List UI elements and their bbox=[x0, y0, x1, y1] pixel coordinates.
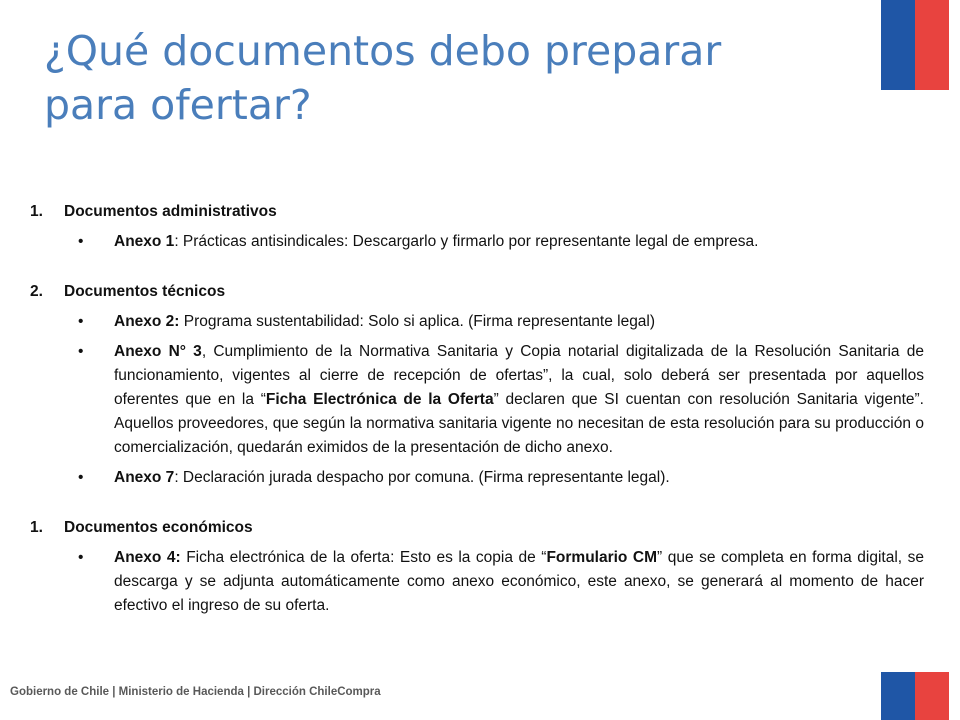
slide-title-line2: para ofertar? bbox=[44, 81, 312, 129]
section-number: 1. bbox=[30, 519, 43, 536]
item-body: : Prácticas antisindicales: Descargarlo y firmarlo por representante legal de empresa. bbox=[174, 233, 759, 250]
section-administrativos bbox=[30, 200, 924, 224]
list-item bbox=[78, 340, 924, 460]
section-number: 1. bbox=[30, 203, 43, 220]
item-body: Programa sustentabilidad: Solo si aplica. (Firma representante legal) bbox=[179, 313, 656, 330]
section-economicos bbox=[30, 516, 924, 540]
bullet-icon: • bbox=[78, 313, 84, 330]
slide-content bbox=[30, 200, 924, 618]
section-title: Documentos técnicos bbox=[64, 283, 226, 300]
item-body: : Declaración jurada despacho por comuna. (Firma representante legal). bbox=[174, 469, 670, 486]
item-bold-phrase: Formulario CM bbox=[546, 549, 658, 566]
flag-red-stripe bbox=[915, 672, 949, 720]
bullet-icon: • bbox=[78, 233, 84, 250]
bullet-icon: • bbox=[78, 469, 84, 486]
item-body-cont: ” que se completa en forma digital, se descarga y se adjunta automáticamente como anexo económico, este anexo, se generará al momento de hacer efectivo el ingreso de su oferta. bbox=[114, 549, 924, 614]
section-title: Documentos administrativos bbox=[64, 203, 277, 220]
item-label: Anexo 1 bbox=[114, 233, 175, 250]
flag-red-stripe bbox=[915, 0, 949, 90]
bullet-icon: • bbox=[78, 343, 84, 360]
item-body: Ficha electrónica de la oferta: Esto es la copia de “ bbox=[180, 549, 547, 566]
bullet-icon: • bbox=[78, 549, 84, 566]
section-title: Documentos económicos bbox=[64, 519, 253, 536]
section-tecnicos bbox=[30, 280, 924, 304]
footer-credits: Gobierno de Chile | Ministerio de Hacienda | Dirección ChileCompra bbox=[10, 686, 381, 698]
section-number: 2. bbox=[30, 283, 43, 300]
item-text bbox=[114, 230, 924, 254]
chile-flag-top bbox=[881, 0, 949, 90]
item-body: , Cumplimiento de la Normativa Sanitaria y Copia notarial digitalizada de la Resolución Sanitaria de funcionamiento, vigentes al cierre de recepción de ofertas”, la cual, solo deberá ser presentada por aquellos oferentes que en la “ bbox=[114, 343, 924, 408]
flag-blue-stripe bbox=[881, 672, 915, 720]
item-text bbox=[114, 466, 924, 490]
list-item bbox=[78, 230, 924, 254]
item-label: Anexo 7 bbox=[114, 469, 175, 486]
item-bold-phrase: Ficha Electrónica de la Oferta bbox=[265, 391, 494, 408]
item-label: Anexo N° 3 bbox=[114, 343, 202, 360]
list-item bbox=[78, 466, 924, 490]
chile-flag-bottom bbox=[881, 672, 949, 720]
flag-blue-stripe bbox=[881, 0, 915, 90]
item-body-cont: ” declaren que SI cuentan con resolución Sanitaria vigente”. Aquellos proveedores, que según la normativa sanitaria vigente no necesitan de esta resolución para su producción o comercialización, quedarán eximidos de la presentación de dicho anexo. bbox=[114, 391, 924, 456]
slide-title-line1: ¿Qué documentos debo preparar bbox=[44, 27, 722, 75]
item-label: Anexo 2: bbox=[114, 313, 180, 330]
item-text bbox=[114, 310, 924, 334]
item-text bbox=[114, 340, 924, 460]
list-item bbox=[78, 310, 924, 334]
item-label: Anexo 4: bbox=[114, 549, 181, 566]
slide-title bbox=[44, 24, 864, 132]
list-item bbox=[78, 546, 924, 618]
item-text bbox=[114, 546, 924, 618]
